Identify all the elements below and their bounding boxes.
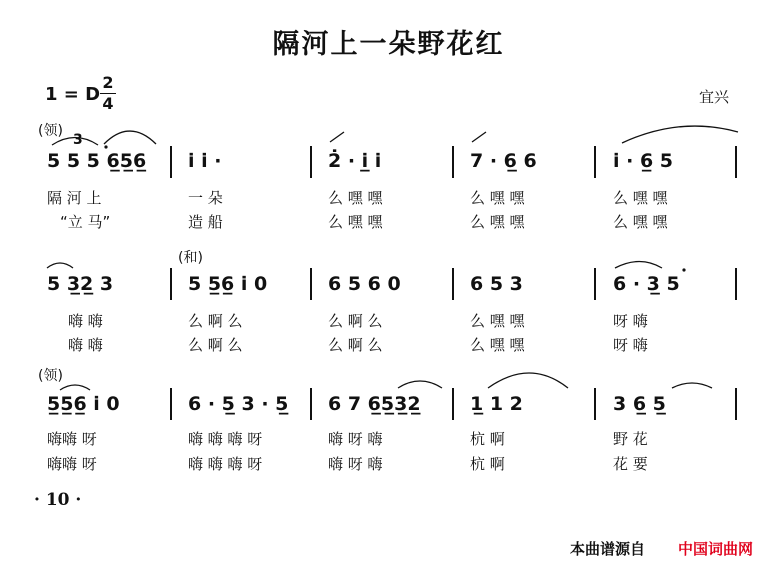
lead-mark-1: (领): [38, 123, 63, 139]
row2-m5-notes: 6 · 3̲ 5: [613, 273, 680, 295]
row2-m1-lyric1: 嗨 嗨: [68, 312, 103, 330]
slur: [488, 373, 568, 388]
row2-m5-lyric2: 呀 嗨: [613, 336, 648, 354]
row2-m4-lyric2: 么 嘿 嘿: [470, 336, 525, 354]
fermata-dot: [104, 145, 107, 148]
row3-m2-lyric1: 嗨 嗨 嗨 呀: [188, 430, 263, 448]
slur: [615, 262, 662, 269]
row1-m4-notes: 7 · 6̲ 6: [470, 150, 537, 172]
key-signature: 1 = D: [45, 84, 101, 105]
row2-m4-lyric1: 么 嘿 嘿: [470, 312, 525, 330]
row2-m3-lyric1: 么 啊 么: [328, 312, 383, 330]
grace-mark: [472, 132, 486, 142]
row1-m3-lyric1: 么 嘿 嘿: [328, 189, 383, 207]
row1-m2-lyric1: 一 朵: [188, 189, 223, 207]
row3-m5-lyric1: 野 花: [613, 430, 648, 448]
row1-m5-lyric2: 么 嘿 嘿: [613, 213, 668, 231]
slur: [104, 131, 156, 144]
row1-m1-lyric1: 隔 河 上: [47, 189, 102, 207]
row2-m3-lyric2: 么 啊 么: [328, 336, 383, 354]
row3-m3-lyric1: 嗨 呀 嗨: [328, 430, 383, 448]
row2-m2-lyric1: 么 啊 么: [188, 312, 243, 330]
row1-m4-lyric2: 么 嘿 嘿: [470, 213, 525, 231]
slur: [398, 381, 442, 388]
lead-mark-2: (领): [38, 368, 63, 384]
row3-m3-lyric2: 嗨 呀 嗨: [328, 455, 383, 473]
row3-m2-lyric2: 嗨 嗨 嗨 呀: [188, 455, 263, 473]
row2-m1-lyric2: 嗨 嗨: [68, 336, 103, 354]
row2-m2-notes: 5 5̲6̲ i̇ 0: [188, 273, 268, 295]
source-site-link[interactable]: 中国词曲网: [678, 540, 754, 558]
row3-m4-lyric1: 杭 啊: [470, 430, 505, 448]
row3-m1-notes: 5̲5̲6̲ i̇ 0: [47, 393, 120, 415]
row3-m3-notes: 6 7 6̲5̲3̲2̲: [328, 393, 421, 415]
row3-m2-notes: 6 · 5̲ 3 · 5̲: [188, 393, 289, 415]
row1-m3-notes: 2̇ · i̲̇ i̇: [328, 150, 382, 172]
row1-m1-notes: 5 5 5 6̲5̲6̲: [47, 150, 147, 172]
grace-mark: [330, 132, 344, 142]
row1-m3-lyric2: 么 嘿 嘿: [328, 213, 383, 231]
row3-m1-lyric2: 嗨嗨 呀: [47, 455, 97, 473]
row2-m4-notes: 6 5 3: [470, 273, 523, 295]
region-label: 宜兴: [698, 88, 729, 106]
row1-m2-lyric2: 造 船: [188, 213, 223, 231]
page-number: · 10 ·: [34, 490, 82, 510]
row2-m3-notes: 6 5 6 0: [328, 273, 401, 295]
row1-m2-notes: i̇ i̇ ·: [188, 150, 222, 172]
source-label: 本曲谱源自: [570, 540, 646, 558]
row3-m4-lyric2: 杭 啊: [470, 455, 505, 473]
slur: [47, 263, 73, 268]
row1-m4-lyric1: 么 嘿 嘿: [470, 189, 525, 207]
row2-m5-lyric1: 呀 嗨: [613, 312, 648, 330]
row3-m4-notes: 1̲ 1 2: [470, 393, 523, 415]
song-title: 隔河上一朵野花红: [272, 29, 505, 60]
time-signature-bottom: 4: [102, 94, 114, 113]
triplet-mark: 3: [73, 132, 83, 148]
row1-m5-lyric1: 么 嘿 嘿: [613, 189, 668, 207]
slur: [60, 385, 90, 390]
row2-m2-lyric2: 么 啊 么: [188, 336, 243, 354]
slur: [622, 126, 738, 143]
row1-m5-notes: i̇ · 6̲ 5: [613, 150, 674, 172]
time-signature-top: 2: [102, 73, 114, 92]
row3-m1-lyric1: 嗨嗨 呀: [47, 430, 97, 448]
fermata-dot: [682, 268, 685, 271]
row2-m1-notes: 5 3̲2̲ 3: [47, 273, 114, 295]
slur: [672, 383, 712, 388]
row3-m5-lyric2: 花 要: [613, 455, 648, 473]
row3-m5-notes: 3 6̲ 5̲: [613, 393, 666, 415]
chorus-mark: (和): [178, 250, 203, 266]
row1-m1-lyric2: “立 马”: [60, 213, 111, 231]
triplet-bracket: [52, 138, 98, 146]
